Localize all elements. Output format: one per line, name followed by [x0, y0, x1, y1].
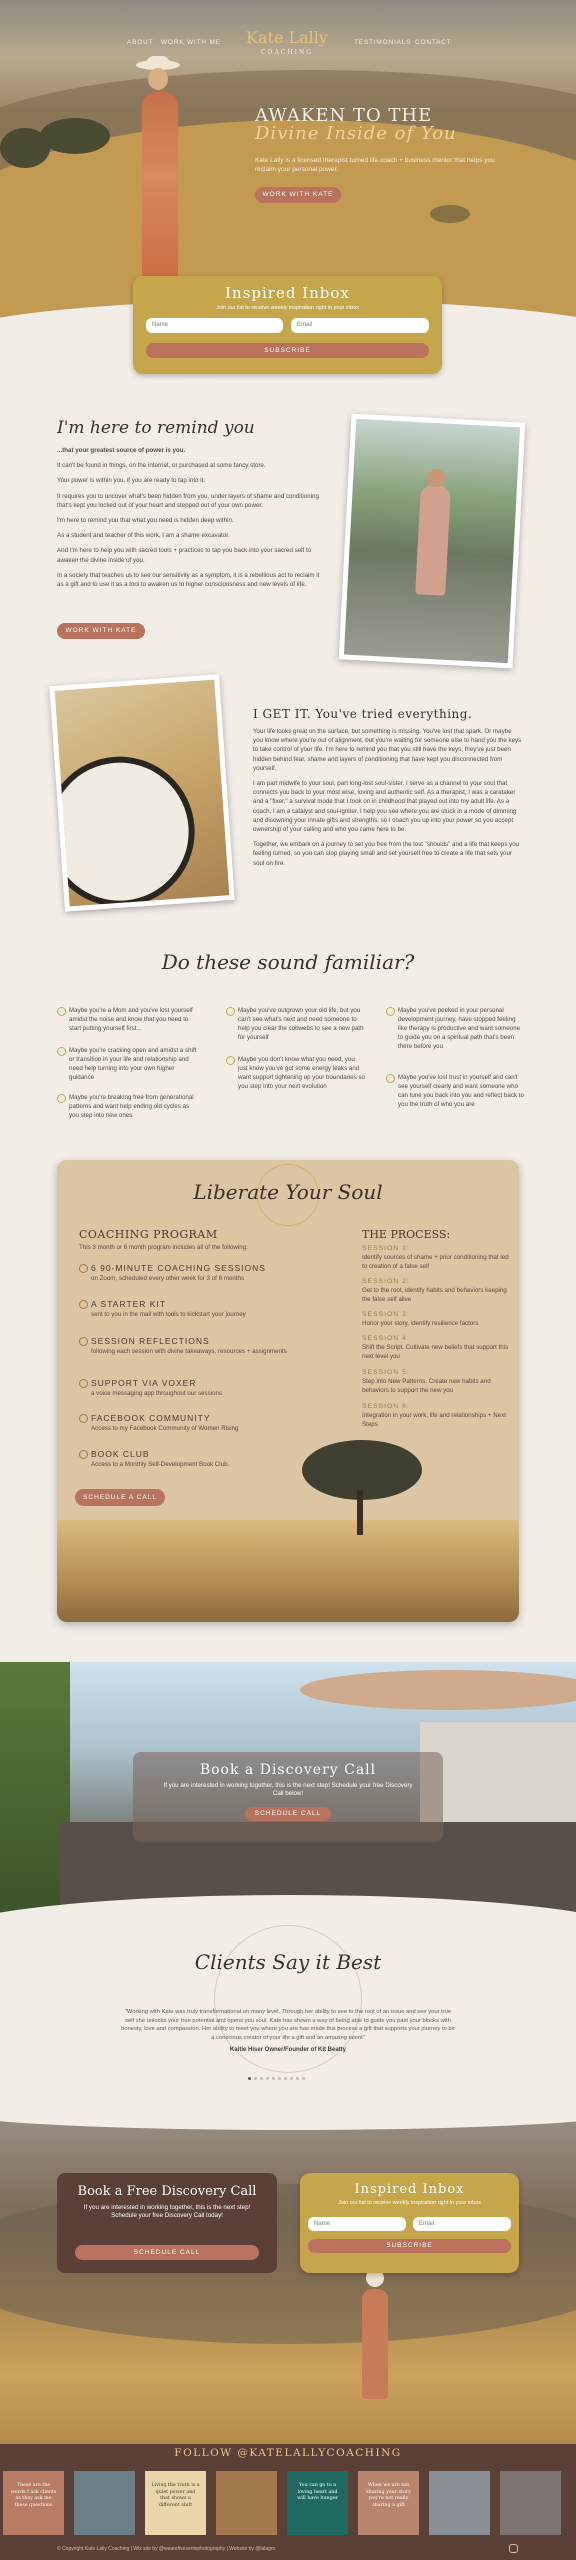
hat-photo — [49, 674, 234, 911]
program-title: Liberate Your Soul — [193, 1180, 383, 1204]
familiar-item: Maybe you've peeked in your personal development journey, have stopped feeling like therapy is productive and want someone to guide you on a spiritual path that's been there before you — [386, 1006, 526, 1051]
site-logo[interactable]: Kate Lally COACHING — [246, 28, 328, 56]
program-item: 6 90-MINUTE COACHING SESSIONS on Zoom, scheduled every other week for 3 of 6 months — [91, 1263, 266, 1282]
process-session: SESSION 6: Integration in your work, life and relationships + Next Steps — [362, 1403, 506, 1428]
discovery-section: Book a Discovery Call If you are interested in working together, this is the next step! Schedule your free Discovery Call below! SCHEDULE CALL — [0, 1662, 576, 1924]
nav-work-with-me[interactable]: WORK WITH ME — [161, 39, 221, 46]
familiar-item: Maybe you're cracking open and amidst a shift or transition in your life and relationship and need help turning into your own higher guidance — [57, 1046, 197, 1082]
hero-subtitle: Kate Lally is a licensed therapist turned life coach + business mentor that helps you reclaim your personal power. — [255, 157, 495, 173]
process-session: SESSION 3: Honor your story, identify resilience factors — [362, 1311, 479, 1327]
landscape-section — [0, 2104, 576, 2444]
familiar-title: Do these sound familiar? — [161, 950, 415, 974]
familiar-item: Maybe you don't know what you need, you just know you've got some energy leaks and want support tightening up your boundaries so you step into your next evolution — [226, 1055, 366, 1091]
program-item: FACEBOOK COMMUNITY Access to my Facebook Community of Women Rising — [91, 1413, 239, 1432]
got-it-title: I GET IT. You've tried everything. — [253, 707, 473, 721]
remind-body: ...that your greatest source of power is you. It can't be found in things, on the internet, or purchased at some fancy store. Your power is within you, if you are ready to tap into it. It requires you to uncover what's been hidden from you, under layers of shame and conditioning that's kept you locked out of your heart and stepped out of your own power. I'm here to remind you that what you need is hidden deep within. As a student and teacher of this work, I am a shame excavator. And I'm here to help you with sacred tools + practices to tap you back into your sacred self to awaken the divine inside of you. In a society that teaches us to see our sensitivity as a symptom, it is a rebellious act to reclaim it as a gift and to use it as a tool to awaken us to higher consciousness and new levels of life. — [57, 447, 320, 589]
nav-testimonials[interactable]: TESTIMONIALS — [354, 39, 412, 46]
email-input[interactable]: Email — [291, 318, 429, 333]
coaching-program-title: COACHING PROGRAM — [79, 1228, 218, 1241]
free-discovery-card: Book a Free Discovery Call If you are interested in working together, this is the next step! Schedule your free Discovery Call today! SCHEDULE CALL — [57, 2173, 277, 2273]
instagram-post-text: Living the truth is a quiet power and that shows a different shift — [151, 2483, 200, 2508]
instagram-post-text — [429, 2471, 490, 2495]
discovery-schedule-button[interactable]: SCHEDULE CALL — [245, 1807, 331, 1821]
hero-title: AWAKEN TO THE Divine Inside of You — [255, 105, 457, 144]
name-input[interactable]: Name — [308, 2217, 406, 2231]
inbox-subtitle: Join our list to receive weekly inspiration right in your inbox — [215, 305, 360, 311]
program-card: Liberate Your Soul COACHING PROGRAM This 3 month or 6 month program includes all of the following: 6 90-MINUTE COACHING SESSIONS on Zoom, scheduled every other week for 3 of 6 months A STARTER KIT sent to you in the mail with tools to kickstart your journey SESSION REFLECTIONS following each session with divine takeaways, resources + assignments SUPPORT VIA VOXER a voice messaging app throughout our sessions FACEBOOK COMMUNITY Access to my Facebook Community of Women Rising BOOK CLUB Access to a Monthly Self-Development Book Club. SCHEDULE A CALL THE PROCESS: SESSION 1: Identify sources of shame + prior conditioning that led to creation of a false self SESSION 2: Get to the root, identify habits and behaviors keeping the false self alive SESSION 3: Honor your story, identify resilience factors SESSION 4: Shift the Script. Cultivate new beliefs that support this next level you SESSION 5: Step into New Patterns. Create new habits and behaviors to support the new you SESSION 6: Integration in your work, life and relationships + Next Steps — [57, 1160, 519, 1622]
name-input[interactable]: Name — [146, 318, 283, 333]
instagram-post[interactable] — [358, 2471, 419, 2535]
instagram-post-text — [74, 2471, 135, 2495]
instagram-post[interactable] — [3, 2471, 64, 2535]
process-title: THE PROCESS: — [362, 1228, 451, 1241]
inspired-inbox-form-2: Inspired Inbox Join our list to receive weekly inspiration right in your inbox Name Email SUBSCRIBE — [300, 2173, 519, 2273]
schedule-a-call-button[interactable]: SCHEDULE A CALL — [75, 1489, 165, 1506]
nav-contact[interactable]: CONTACT — [415, 39, 452, 46]
process-session: SESSION 1: Identify sources of shame + prior conditioning that led to creation of a false self — [362, 1245, 509, 1270]
testimonial-quote: "Working with Kate was truly transformational on many level. Through her ability to see to the root of an issue and see your true self she unlocks your true potential and opens you soul. Kate has shown a way of being able to guide you past your blocks with honesty, love and compassion. Her ability to meet you where you are has made this process a gift that supports your journey to be a conscious creator of your life a gift and an amazing talent" — [121, 2009, 455, 2041]
instagram-post-text: These are the words I ask clients as they ask me these questions — [10, 2483, 57, 2508]
process-session: SESSION 5: Step into New Patterns. Create new habits and behaviors to support the new you — [362, 1369, 491, 1394]
instagram-post-text — [216, 2471, 277, 2495]
program-item: SESSION REFLECTIONS following each session with divine takeaways, resources + assignments — [91, 1336, 321, 1357]
familiar-item: Maybe you've lost trust in yourself and can't see yourself clearly and want someone who can tune you back into you and reflect back to you the truth of who you are — [386, 1073, 526, 1109]
process-session: SESSION 2: Get to the root, identify habits and behaviors keeping the false self alive — [362, 1278, 507, 1303]
email-input[interactable]: Email — [413, 2217, 511, 2231]
instagram-post[interactable] — [287, 2471, 348, 2535]
instagram-post-text: When we are not sharing your story you're not really sharing a gift — [366, 2483, 411, 2508]
clients-title: Clients Say it Best — [194, 1950, 382, 1974]
instagram-post[interactable] — [216, 2471, 277, 2535]
program-item: SUPPORT VIA VOXER a voice messaging app throughout our sessions — [91, 1378, 223, 1397]
instagram-post-text: You can go to a loving heart and will have hunger — [297, 2483, 338, 2501]
nav-about[interactable]: ABOUT — [127, 39, 154, 46]
inspired-inbox-form — [133, 276, 442, 374]
remind-title: I'm here to remind you — [57, 418, 255, 438]
carousel-dots[interactable] — [248, 2077, 328, 2083]
program-item: BOOK CLUB Access to a Monthly Self-Development Book Club. — [91, 1449, 230, 1468]
free-schedule-button[interactable]: SCHEDULE CALL — [75, 2245, 259, 2260]
instagram-post-text — [500, 2471, 561, 2495]
subscribe-button[interactable]: SUBSCRIBE — [146, 343, 429, 358]
remind-work-with-kate-button[interactable]: WORK WITH KATE — [57, 623, 145, 639]
inbox-title: Inspired Inbox — [225, 284, 350, 302]
copyright: © Copyright Kate Lally Coaching | Wix site by @wearefivesentsphotography | Website by @lalagm — [57, 2546, 276, 2552]
familiar-item: Maybe you've outgrown your old life, but you can't see what's next and need someone to help you clear the cobwebs to see a new path for yourself — [226, 1006, 366, 1042]
instagram-post[interactable] — [500, 2471, 561, 2535]
work-with-kate-button[interactable]: WORK WITH KATE — [255, 187, 341, 203]
instagram-post[interactable] — [429, 2471, 490, 2535]
hero-section — [0, 0, 576, 320]
program-item: A STARTER KIT sent to you in the mail with tools to kickstart your journey — [91, 1299, 246, 1318]
follow-heading[interactable]: FOLLOW @KATELALLYCOACHING — [174, 2447, 402, 2459]
subscribe-button[interactable]: SUBSCRIBE — [308, 2239, 511, 2253]
familiar-item: Maybe you're a Mom and you've lost yourself amidst the noise and know that you need to start putting yourself first... — [57, 1006, 197, 1033]
street-photo — [339, 414, 526, 669]
instagram-icon[interactable] — [509, 2544, 518, 2553]
testimonial-author: Kaitie Hiser Owner/Founder of Kit Beatty — [229, 2047, 347, 2053]
got-it-section: I GET IT. You've tried everything. Your life looks great on the surface, but something is missing. You've lost that spark. Or maybe you know where you're out of alignment, but you're waiting for someone else to hand you the keys to take control of your life. I'm here to remind you that you still have the keys, they've just been hidden behind fear, shame and layers of conditioning that have kept you disconnected from yourself. I am part midwife to your soul, part long-lost soul-sister. I serve as a channel to your soul that connects you back to your most wise, loving and authentic self. As a therapist, I was a caretaker and a "fixer," a survival mode that I took on in childhood that played out into my adult life. As a coach, I am a catalyst and soul-igniter. I help you see where you are stuck in a mode of dimming and disowning your innate gifts and strengths, so I coach you up into your power so you accept ownership of your calling and who you came here to be. Together, we embark on a journey to set you free from the lost "shoulds" and a life that keeps you feeling turned, so you can stop playing small and set yourself free to create a life that sets your soul on fire. — [253, 707, 522, 867]
familiar-item: Maybe you're breaking free from generational patterns and want help ending old cycles as you step into new ones — [57, 1093, 197, 1120]
instagram-post[interactable] — [145, 2471, 206, 2535]
process-session: SESSION 4: Shift the Script. Cultivate new beliefs that support this next level you — [362, 1335, 509, 1360]
instagram-post[interactable] — [74, 2471, 135, 2535]
discovery-title: Book a Discovery Call — [199, 1762, 377, 1778]
